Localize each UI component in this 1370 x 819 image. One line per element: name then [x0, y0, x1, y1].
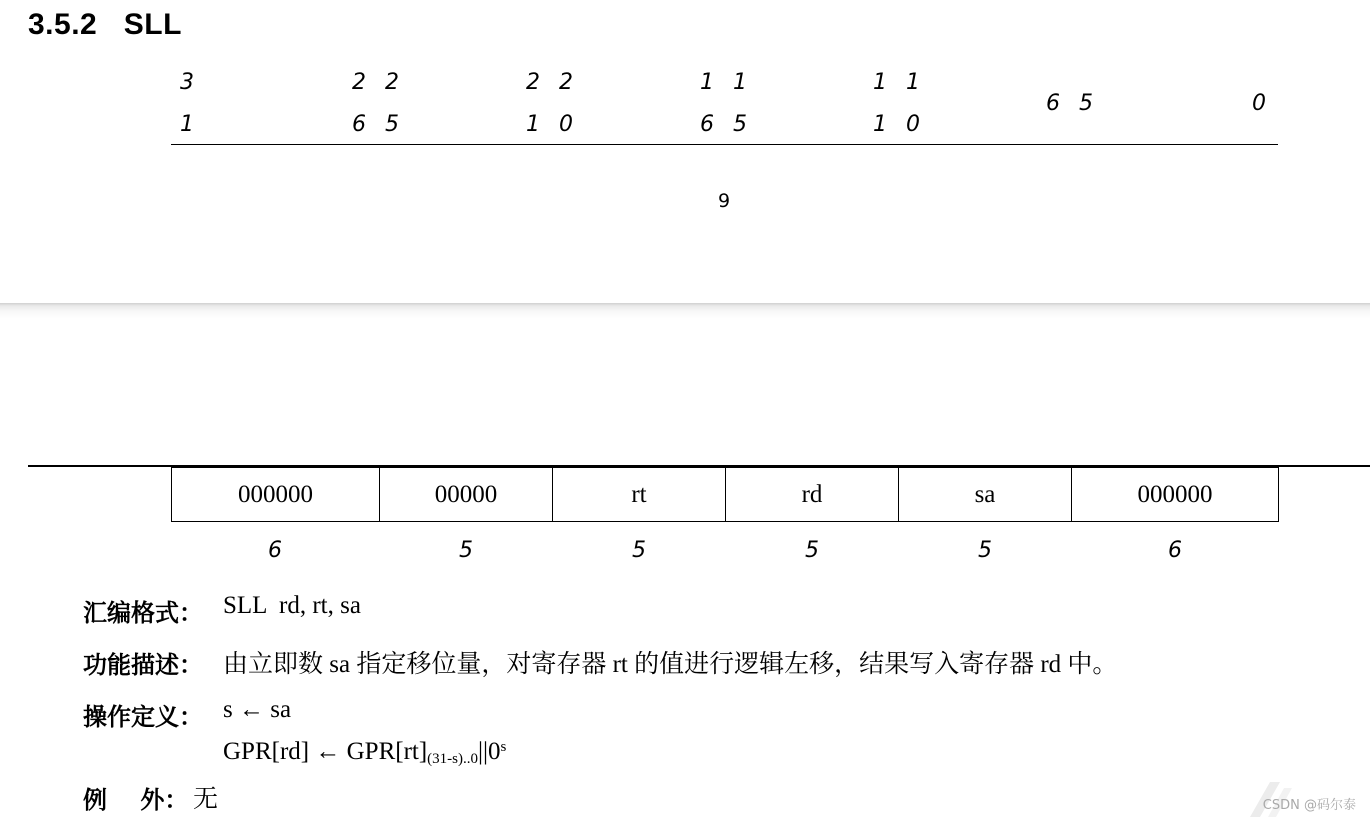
field-rt: rt — [553, 468, 726, 522]
operation-line-2-sup: s — [500, 739, 507, 755]
operation-line-2-main: GPR[rd] ← GPR[rt] — [223, 738, 428, 765]
bit-pos-16-top: 1 1 — [700, 70, 753, 95]
page-break — [0, 303, 1370, 319]
field-sa: sa — [899, 468, 1072, 522]
field-zero: 00000 — [380, 468, 553, 522]
field-funct: 000000 — [1072, 468, 1279, 522]
page-number: 9 — [718, 190, 731, 212]
table-row — [172, 468, 1279, 522]
bit-pos-31-top: 3 — [180, 70, 200, 95]
bit-pos-16-bottom: 6 5 — [700, 112, 753, 137]
operation-line-1: s ← sa — [223, 696, 292, 723]
operation-label: 操作定义： — [83, 703, 203, 731]
section-title: SLL — [123, 8, 182, 41]
bit-pos-0: 0 — [1252, 91, 1272, 116]
bit-pos-21-bottom: 1 0 — [526, 112, 579, 137]
bit-pos-31-bottom: 1 — [180, 112, 200, 137]
function-label: 功能描述： — [83, 651, 203, 679]
section-heading — [28, 8, 182, 42]
operation-line-2 — [223, 738, 506, 768]
function-value: 由立即数 sa 指定移位量，对寄存器 rt 的值进行逻辑左移，结果写入寄存器 rd 中。 — [223, 651, 1118, 678]
field-width-sa: 5 — [978, 538, 992, 563]
section-number: 3.5.2 — [28, 8, 98, 41]
field-width-rt: 5 — [632, 538, 646, 563]
operation-line-2-sub: (31-s)..0 — [427, 751, 478, 767]
bit-pos-26-bottom: 6 5 — [352, 112, 405, 137]
instruction-format-table — [171, 467, 1279, 522]
exception-value: 无 — [193, 786, 219, 813]
asm-format-label: 汇编格式： — [83, 599, 203, 627]
field-width-zero: 5 — [459, 538, 473, 563]
field-rd: rd — [726, 468, 899, 522]
asm-format-value: SLL rd, rt, sa — [223, 592, 361, 619]
bit-ruler-line — [171, 144, 1278, 145]
exception-label: 例 外： — [83, 786, 189, 814]
bit-pos-21-top: 2 2 — [526, 70, 579, 95]
watermark: CSDN @码尔泰 — [1262, 798, 1356, 813]
bit-pos-11-bottom: 1 0 — [873, 112, 926, 137]
operation-line-2-rest: ||0 — [478, 738, 501, 765]
field-opcode: 000000 — [172, 468, 380, 522]
field-width-rd: 5 — [805, 538, 819, 563]
field-width-funct: 6 — [1168, 538, 1182, 563]
bit-pos-26-top: 2 2 — [352, 70, 405, 95]
field-width-opcode: 6 — [268, 538, 282, 563]
bit-pos-6-5: 6 5 — [1046, 91, 1099, 116]
bit-pos-11-top: 1 1 — [873, 70, 926, 95]
